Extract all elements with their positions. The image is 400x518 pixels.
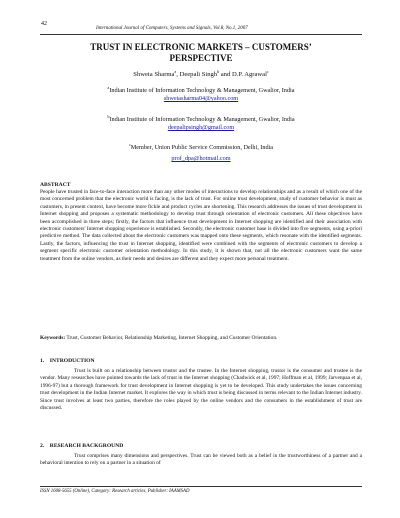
affiliation-mark: b bbox=[107, 114, 110, 119]
keywords bbox=[40, 335, 362, 342]
affiliation-2 bbox=[40, 113, 362, 133]
author-3-mark: c bbox=[266, 69, 269, 74]
affiliation-text: Indian Institute of Information Technology & Management, Gwalior, India bbox=[109, 87, 295, 95]
affiliation-mark: a bbox=[107, 85, 110, 90]
email-link[interactable]: shwetasharma04@yahoo.com bbox=[163, 95, 239, 103]
keywords-text: Trust, Customer Behavior, Relationship Marketing, Internet Shopping, and Customer Orientation. bbox=[65, 335, 278, 341]
footer: ISSN 1608-5655 (Online), Category: Research articles, Publisher: IAAMSAD bbox=[40, 489, 190, 494]
title-line-2: PERSPECTIVE bbox=[169, 53, 233, 63]
abstract-text: People have trusted in face-to-face interaction more than any other modes of interactions to develop relationships and as a result of which one of the most concerned problem that the electronic world is facing, is the lack of trust. For online trust development, study of customer behavior is must as customers, in present context, have become more fickle and product cycles are shortening. This research addresses the issues of trust development in Internet shopping and proposes a systematic methodology to develop trust through orientation of electronic customers. All these objectives have been accomplished in three steps; firstly, the factors that influence trust development in Internet shopping are identified and their association with electronic customers' Internet shopping experience is established. Secondly, the electronic customer base is divided into five segments, using a-priori predictive method. The data collected about the electronic customers was mapped onto these segments, which resonate with the identified segments. Lastly, the factors, influencing the trust in Internet shopping, identified were combined with the segments of electronic customers to develop a segment specific electronic customer orientation methodology. In this study, it is shown that, not all the electronic customers want the same treatment from the online vendors, as their needs and desires are different and they expect more personal treatment. bbox=[40, 189, 362, 262]
author-2-mark: b bbox=[217, 69, 220, 74]
section-1-heading: 1. INTRODUCTION bbox=[40, 358, 95, 364]
affiliation-mark: c bbox=[129, 142, 131, 147]
section-2-heading: 2. RESEARCH BACKGROUND bbox=[40, 443, 124, 449]
title-line-1: TRUST IN ELECTRONIC MARKETS – CUSTOMERS’ bbox=[90, 42, 312, 52]
running-header: International Journal of Computers, Systems and Signals, Vol.8, No.1, 2007 bbox=[96, 26, 248, 31]
affiliation-text: Indian Institute of Information Technology & Management, Gwalior, India bbox=[109, 116, 295, 124]
section-1-text: Trust is built on a relationship between trustor and the trustee. In the Internet shopping, trustor is the consumer and trustee is the vendor. Many researches have pointed towards the lack of trust in the Internet shopping (Chadwick et al, 1997; Hoffman et al, 1999; Jarvenpaa et al, 1996-97) but a thorough framework for trust development in Internet shopping is yet to be developed. This study undertakes the issues concerning trust development in the Indian Internet market. It explores the way in which trust is being discussed in terms relevant to the Indian Internet industry. Since trust involves at least two parties, therefore the roles played by the online vendors and the consumers in the establishment of trust are discussed. bbox=[40, 368, 362, 412]
abstract-heading: ABSTRACT bbox=[40, 182, 71, 188]
author-1: Shweta Sharma bbox=[133, 71, 175, 79]
section-2-text: Trust comprises many dimensions and perspectives. Trust can be viewed both as a belief in the trustworthiness of a partner and a behavioral intention to rely on a partner in a situation of bbox=[40, 453, 362, 467]
author-list bbox=[40, 69, 362, 78]
page-number: 42 bbox=[41, 21, 47, 27]
affiliation-3 bbox=[40, 141, 362, 164]
header-rule bbox=[40, 34, 362, 35]
email-link[interactable]: deepalipsingh@gmail.com bbox=[167, 124, 235, 132]
author-2: Deepali Singh bbox=[179, 71, 218, 79]
affiliation-1 bbox=[40, 84, 362, 104]
affiliation-text: Member, Union Public Service Commission, Delhi, India bbox=[130, 144, 273, 152]
email-link[interactable]: prof_dpa@hotmail.com bbox=[171, 155, 231, 163]
author-separator: , bbox=[176, 71, 180, 79]
author-1-mark: a bbox=[174, 69, 177, 74]
paper-title bbox=[40, 42, 362, 64]
keywords-label: Keywords: bbox=[40, 335, 66, 341]
author-separator: and bbox=[219, 71, 232, 79]
author-3: D.P. Agrawal bbox=[231, 71, 267, 79]
footer-rule bbox=[40, 486, 362, 487]
